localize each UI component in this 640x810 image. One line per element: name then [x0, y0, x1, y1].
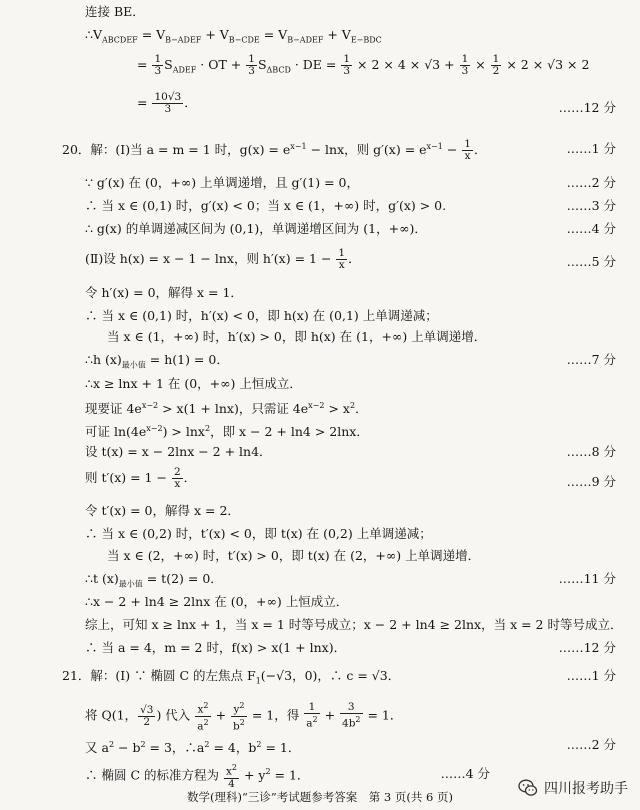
score-20-12: ……12 分 [558, 640, 616, 655]
line-q20-h-decreasing: ∴ 当 x ∈ (0,1) 时，h′(x) < 0，即 h(x) 在 (0,1) 上单调递减； [85, 308, 438, 323]
score-20-9: ……9 分 [566, 474, 616, 489]
line-q20-part1-derivative: 20．解：(Ⅰ)当 a = m = 1 时，$g(x) = e^{x-1} - \ln x$，则 $g'(x) = e^{x-1}$ − $\frac{1}{x}$ ． [62, 138, 487, 163]
line-q20-t-increasing: 当 x ∈ (2，+∞) 时，t′(x) > 0，即 t(x) 在 (2，+∞) 上单调递增． [107, 548, 481, 563]
wechat-icon [518, 778, 538, 798]
watermark [518, 778, 628, 798]
line-q20-hprime-zero: 令 h′(x) = 0，解得 x = 1． [85, 285, 243, 300]
score-21-1: ……1 分 [566, 668, 616, 683]
line-volume-result: = $\frac{10√3}{3}$ ． [137, 91, 197, 115]
line-q20-gprime-sign: ∴ 当 x ∈ (0,1) 时，g′(x) < 0；当 x ∈ (1，+∞) 时，g′(x) > 0. [85, 198, 447, 213]
line-q21-focus: 21．解：(Ⅰ) ∵ 椭圆 C 的左焦点 $F_1(-√3$，0)，∴ c = √3． [62, 668, 401, 686]
line-q20-inequality-holds: ∴x − 2 + ln4 ≥ 2lnx 在 (0，+∞) 上恒成立． [85, 594, 349, 609]
watermark-text: 四川报考助手 [544, 781, 628, 797]
line-q20-t-decreasing: ∴ 当 x ∈ (0,2) 时，t′(x) < 0，即 t(x) 在 (0,2) 上单调递减； [85, 526, 432, 541]
score-21-2: ……2 分 [566, 737, 616, 752]
score-20-7: ……7 分 [566, 352, 616, 367]
score-20-5: ……5 分 [566, 254, 616, 269]
line-q21-substitute-q: 将 Q(1， $\frac{√3}{2}$ ) 代入 $\frac{x^2}{a^2}$ + $\frac{y^2}{b^2}$ = 1，得 $\frac{1}{a^2}$ + $\frac{3}{4b^2}$ = 1． [85, 701, 403, 732]
score-21-4: ……4 分 [440, 766, 490, 781]
line-volume-compute: = $\frac{1}{3}$ $S_{ADEF}$ · OT + $\frac{1}{3}$ $S_{\Delta BCD}$ · DE = $\frac{1}{3}$ × 2 × 4 × √3 + $\frac{1}{3}$ × $\frac{1}{2}$ × 2 × √3 × 2 [137, 53, 590, 77]
line-q20-h-increasing: 当 x ∈ (1，+∞) 时，h′(x) > 0，即 h(x) 在 (1，+∞) 上单调递增． [107, 329, 487, 344]
line-q20-tprime-zero: 令 t′(x) = 0，解得 x = 2． [85, 503, 240, 518]
line-q21-standard-equation: ∴ 椭圆 C 的标准方程为 $\frac{x^2}{4}$ + $y^2 = 1$． [85, 763, 310, 790]
line-q20-part2-h: (Ⅱ)设 h(x) = x − 1 − lnx，则 h′(x) = 1 − $\frac{1}{x}$ ． [85, 247, 361, 271]
score-20-8: ……8 分 [566, 444, 616, 459]
line-q20-define-t: 设 t(x) = x − 2lnx − 2 + ln4． [85, 444, 272, 459]
line-volume-decompose: $\therefore V_{ABCDEF} = V_{B-ADEF} + V_{B-CDE} = V_{B-ADEF} + V_{E-BDC}$ [85, 27, 382, 45]
line-q20-to-prove: 现要证 $4e^{x-2} > x(1 + \ln x)$，只需证 $4e^{x-2} > x^2$． [85, 401, 368, 417]
line-q20-tprime: 则 t′(x) = 1 − $\frac{2}{x}$ ． [85, 466, 197, 490]
line-q20-gprime-increasing: ∵ g′(x) 在 (0，+∞) 上单调递增，且 g′(1) = 0， [85, 175, 359, 190]
line-q20-x-ge-lnx: ∴x ≥ lnx + 1 在 (0，+∞) 上恒成立． [85, 376, 302, 391]
line-q20-t-min: ∴t $(x)_{最小值} = t(2) = 0$． [85, 571, 223, 589]
score-19-12: ……12 分 [558, 100, 616, 115]
line-q21-solve-ab: 又 $a^2 - b^2 = 3$，$\therefore a^2 = 4$，$b^2 = 1$． [85, 740, 301, 756]
score-20-3: ……3 分 [566, 198, 616, 213]
line-q20-summary: 综上，可知 x ≥ lnx + 1，当 x = 1 时等号成立；x − 2 + ln4 ≥ 2lnx，当 x = 2 时等号成立． [85, 617, 623, 632]
line-q20-monotonic-intervals: ∴ g(x) 的单调递减区间为 (0,1)，单调递增区间为 (1，+∞)． [85, 221, 427, 236]
line-connect-be: 连接 BE． [85, 4, 145, 19]
score-20-2: ……2 分 [566, 175, 616, 190]
line-q20-ln-form: 可证 $\ln(4e^{x-2}) > \ln x^2$，即 x − 2 + ln4 > 2lnx． [85, 424, 369, 440]
page-footer: 数学(理科)“三诊”考试题参考答案 第 3 页(共 6 页) [187, 790, 453, 804]
score-20-1: ……1 分 [566, 141, 616, 156]
score-20-4: ……4 分 [566, 221, 616, 236]
score-20-11: ……11 分 [558, 571, 616, 586]
line-q20-conclusion: ∴ 当 a = 4，m = 2 时，f(x) > x(1 + lnx)． [85, 640, 347, 655]
line-q20-h-min: ∴h $(x)_{最小值} = h(1) = 0$． [85, 352, 229, 370]
